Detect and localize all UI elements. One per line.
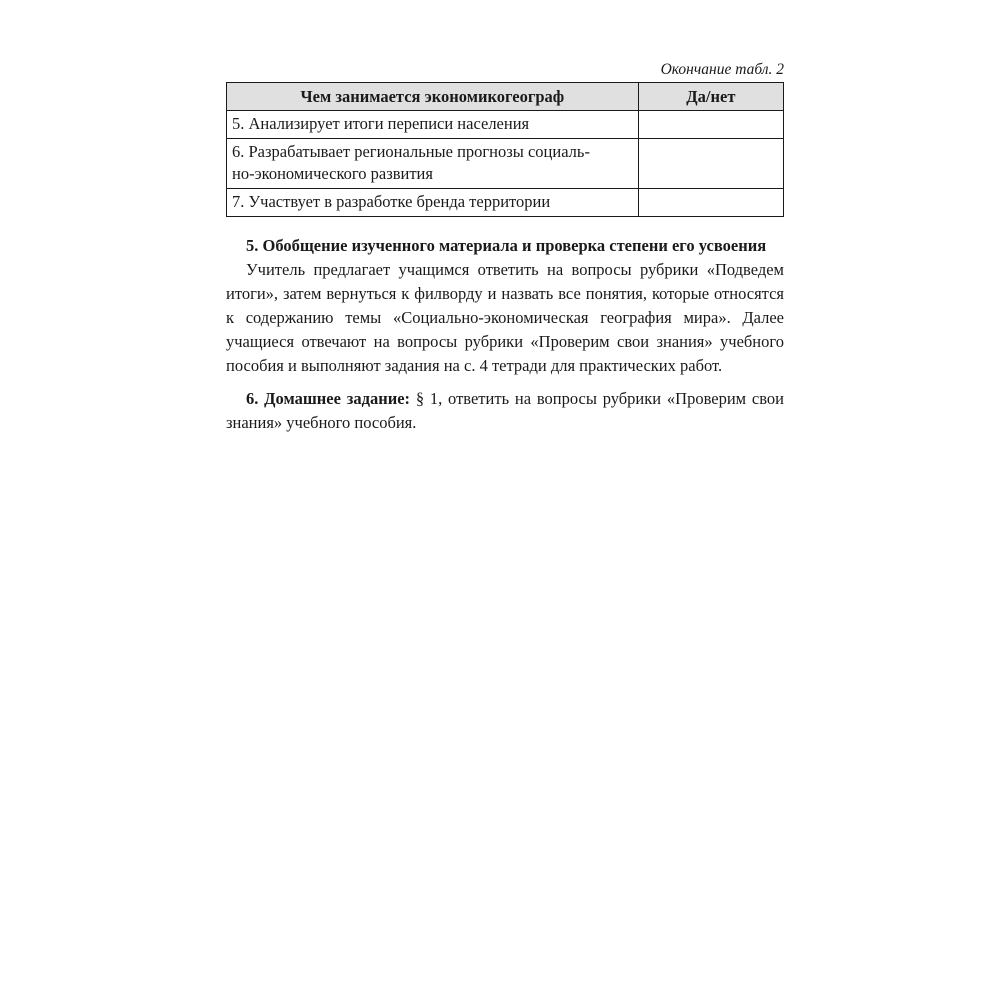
page-content [226, 60, 784, 435]
section-6-homework [226, 387, 784, 435]
table-cell-answer [638, 139, 783, 189]
table [226, 82, 784, 217]
table-header-yes-no: Да/нет [638, 83, 783, 111]
table-row [227, 189, 784, 217]
table-cell-activity: 5. Анализирует итоги переписи населения [227, 111, 639, 139]
table-cell-line: 6. Разрабатывает региональные прогнозы социаль- [232, 142, 590, 161]
table-caption: Окончание табл. 2 [660, 61, 784, 78]
table-cell-answer [638, 111, 783, 139]
section-5-heading: 5. Обобщение изученного материала и проверка степени его усвоения [246, 236, 767, 255]
homework-label: 6. Домашнее задание: [246, 389, 411, 408]
table-header-row [227, 83, 784, 111]
table-row [227, 139, 784, 189]
table-header-activity: Чем занимается экономикогеограф [227, 83, 639, 111]
table-row [227, 111, 784, 139]
table-cell-line: но-экономического развития [232, 164, 433, 183]
section-5-paragraph: Учитель предлагает учащимся ответить на вопросы рубрики «Подведем итоги», затем вернуться к филворду и назвать все понятия, которые относятся к содержанию темы «Социально-экономическая география мира». Далее учащиеся отвечают на вопросы рубрики «Проверим свои знания» учебного пособия и выполняют задания на с. 4 тетради для практических работ. [226, 260, 784, 375]
table-cell-activity: 7. Участвует в разработке бренда территории [227, 189, 639, 217]
table-cell-answer [638, 189, 783, 217]
table-cell-activity [227, 139, 639, 189]
homework-text: § 1, ответить на вопросы рубрики «Проверим свои знания» учебного пособия. [226, 389, 784, 432]
